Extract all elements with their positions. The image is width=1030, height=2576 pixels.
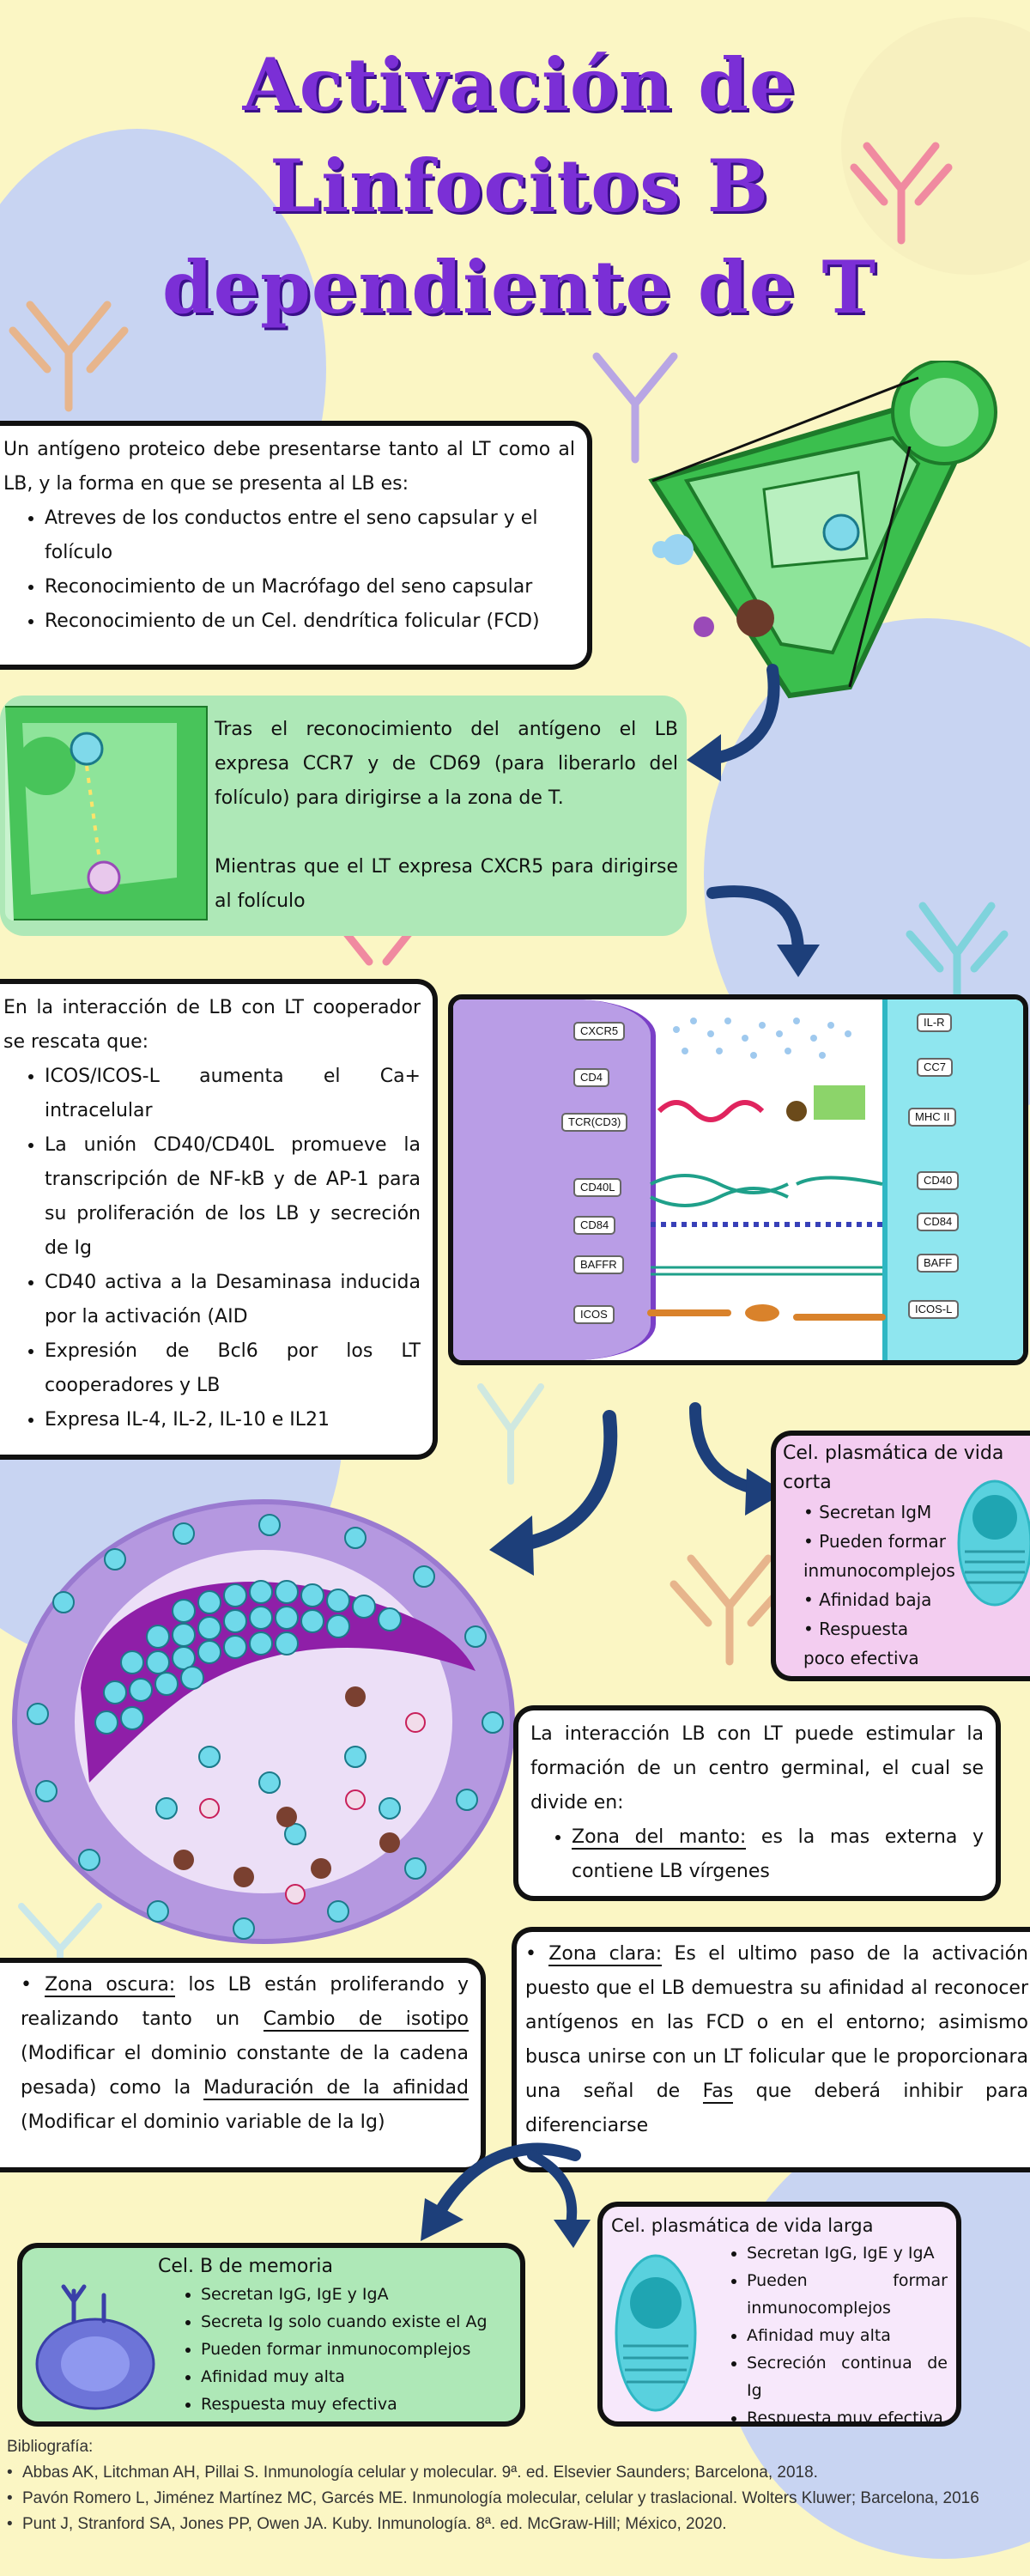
migration-paragraph-1: Tras el reconocimiento del antígeno el LB expresa CCR7 y de CD69 (para liberarlo del folículo) para dirigirse a la zona de T. xyxy=(215,719,678,809)
short-lived-plasma-card xyxy=(771,1431,1030,1681)
long-plasma-list xyxy=(706,2239,948,2432)
diagram-label-right: CD84 xyxy=(917,1212,959,1231)
list-item: • Afinidad baja xyxy=(803,1589,932,1610)
short-plasma-title: Cel. plasmática de vida corta xyxy=(783,1443,1004,1493)
memory-b-cell-card xyxy=(17,2243,525,2427)
diagram-label-right: CC7 xyxy=(917,1058,953,1077)
mantle-zone-term: Zona del manto: xyxy=(572,1826,747,1848)
list-item: • Secretan IgG, IgE y IgA xyxy=(747,2239,948,2267)
bibliography-heading: Bibliografía: xyxy=(7,2438,94,2456)
bibliography-reference: • Pavón Romero L, Jiménez Martínez MC, Garcés ME. Inmunología molecular, celular y traslacional. Wolters Kluwer; Barcelona, 2016 xyxy=(7,2486,1020,2512)
molecular-interaction-diagram xyxy=(448,994,1028,1365)
diagram-label-left: BAFFR xyxy=(573,1255,624,1274)
arrow-icon xyxy=(704,876,824,979)
diagram-label-left: CD84 xyxy=(573,1216,615,1235)
diagram-label-right: CD40 xyxy=(917,1171,959,1190)
antigen-presentation-intro: Un antígeno proteico debe presentarse tanto al LT como al LB, y la forma en que se presenta al LB es: xyxy=(3,439,575,495)
list-item: • Secreción continua de Ig xyxy=(747,2349,948,2404)
diagram-label-left: TCR(CD3) xyxy=(561,1113,627,1132)
list-item: • Pueden formar inmunocomplejos xyxy=(747,2267,948,2322)
memory-list xyxy=(160,2281,512,2418)
title-line-2: Linfocitos B xyxy=(270,143,769,228)
diagram-label-left: CXCR5 xyxy=(573,1022,625,1041)
lymph-node-illustration xyxy=(635,361,1030,704)
list-item: • Zona del manto: es la mas externa y contiene LB vírgenes xyxy=(572,1820,984,1889)
title-line-3: dependiente de T xyxy=(161,245,876,330)
light-zone-card xyxy=(512,1927,1030,2172)
bibliography-reference: • Punt J, Stranford SA, Jones PP, Owen JA. Kuby. Inmunología. 8ª. ed. McGraw-Hill; México, 2020. xyxy=(7,2512,1020,2537)
title-line-1: Activación de xyxy=(242,42,797,127)
list-item: • Afinidad muy alta xyxy=(201,2363,512,2391)
light-zone-text: • Zona clara: Es el ultimo paso de la activación puesto que el LB demuestra su afinidad al reconocer antígenos en las FCD o en el entorno; asimismo busca unirse con un LT folicular que le proporcionara una señal de Fas que deberá inhibir para diferenciarse xyxy=(525,1943,1028,2136)
diagram-label-left: CD4 xyxy=(573,1068,609,1087)
list-item: • La unión CD40/CD40L promueve la transcripción de NF-kB y de AP-1 para su proliferación de los LB y secreción de Ig xyxy=(45,1128,421,1266)
memory-b-cell-icon xyxy=(31,2282,160,2411)
list-item: • Respuesta muy efectiva xyxy=(201,2391,512,2418)
list-item: • Afinidad muy alta xyxy=(747,2322,948,2349)
antigen-presentation-card xyxy=(0,421,592,670)
list-item: • Secretan IgG, IgE y IgA xyxy=(201,2281,512,2308)
list-item: • Atreves de los conductos entre el seno capsular y el folículo xyxy=(45,501,575,570)
list-item: • Secretan IgM xyxy=(803,1502,932,1522)
long-lived-plasma-card xyxy=(597,2202,961,2427)
diagram-label-right: MHC II xyxy=(908,1108,956,1127)
bibliography xyxy=(7,2434,1020,2537)
list-item: • Reconocimiento de un Cel. dendrítica folicular (FCD) xyxy=(45,605,575,639)
list-item: • Pueden formar inmunocomplejos xyxy=(803,1531,955,1581)
arrow-icon xyxy=(403,2138,592,2250)
germinal-list xyxy=(530,1820,984,1889)
diagram-label-right: BAFF xyxy=(917,1254,959,1273)
list-item: • CD40 activa a la Desaminasa inducida por la activación (AID xyxy=(45,1266,421,1334)
plasma-cell-icon xyxy=(613,2251,699,2415)
plasma-cell-icon xyxy=(956,1479,1030,1607)
list-item: • Secreta Ig solo cuando existe el Ag xyxy=(201,2308,512,2336)
list-item: • Respuesta muy efectiva xyxy=(747,2404,948,2432)
short-plasma-list xyxy=(783,1498,955,1673)
antigen-presentation-list xyxy=(3,501,575,639)
interaction-intro: En la interacción de LB con LT cooperador se rescata que: xyxy=(3,997,421,1053)
list-item: • Expresa IL-4, IL-2, IL-10 e IL21 xyxy=(45,1403,421,1437)
list-item: • Reconocimiento de un Macrófago del seno capsular xyxy=(45,570,575,605)
diagram-label-right: IL-R xyxy=(917,1013,952,1032)
bibliography-reference: • Abbas AK, Litchman AH, Pillai S. Inmunología celular y molecular. 9ª. ed. Elsevier Saunders; Barcelona, 2018. xyxy=(7,2460,1020,2486)
diagram-label-left: ICOS xyxy=(573,1305,615,1324)
dark-zone-text: • Zona oscura: los LB están proliferando y realizando tanto un Cambio de isotipo (Modificar el dominio constante de la cadena pesada) como la Maduración de la afinidad (Modificar el dominio variable de la Ig) xyxy=(21,1974,470,2133)
migration-text xyxy=(215,713,678,919)
diagram-label-left: CD40L xyxy=(573,1178,621,1197)
germinal-center-illustration xyxy=(12,1499,515,1944)
interaction-list xyxy=(3,1060,421,1437)
lb-lt-interaction-card xyxy=(0,979,438,1460)
arrow-icon xyxy=(687,661,798,781)
long-plasma-title: Cel. plasmática de vida larga xyxy=(611,2215,874,2236)
list-item: • Respuesta poco efectiva xyxy=(803,1619,919,1668)
list-item: • Pueden formar inmunocomplejos xyxy=(201,2336,512,2363)
page-title xyxy=(52,34,987,338)
follicle-illustration xyxy=(5,706,208,920)
germinal-center-card xyxy=(513,1705,1001,1901)
memory-title: Cel. B de memoria xyxy=(157,2256,334,2277)
diagram-label-right: ICOS-L xyxy=(908,1300,959,1319)
list-item: • ICOS/ICOS-L aumenta el Ca+ intracelular xyxy=(45,1060,421,1128)
germinal-intro: La interacción LB con LT puede estimular la formación de un centro germinal, el cual se divide en: xyxy=(530,1723,984,1814)
list-item: • Expresión de Bcl6 por los LT cooperadores y LB xyxy=(45,1334,421,1403)
migration-paragraph-2: Mientras que el LT expresa CXCR5 para dirigirse al folículo xyxy=(215,856,678,912)
